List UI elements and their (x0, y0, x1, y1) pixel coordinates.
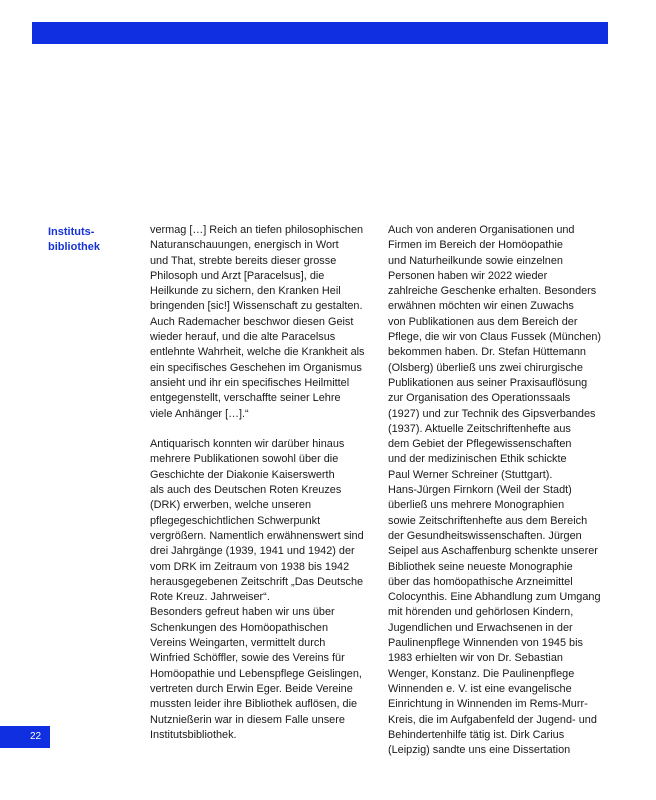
text-line: mit hörenden und gehörlosen Kindern, (388, 606, 574, 619)
text-line: (1937). Aktuelle Zeitschriftenhefte aus (388, 422, 571, 435)
text-column-right (388, 223, 618, 758)
header-color-bar (32, 22, 608, 44)
section-label-line: Instituts- (48, 226, 95, 238)
text-line: und Naturheilkunde sowie einzelnen (388, 254, 563, 267)
text-line: Institutsbibliothek. (150, 728, 237, 741)
text-line: Publikationen aus seiner Praxisauflösung (388, 376, 588, 389)
text-line: Wenger, Konstanz. Die Paulinenpflege (388, 667, 575, 680)
text-line: Rote Kreuz. Jahrweiser“. (150, 591, 270, 604)
text-line: ein specifisches Geschehen im Organismus (150, 361, 362, 374)
text-line: vom DRK im Zeitraum von 1938 bis 1942 (150, 560, 350, 573)
text-line: Geschichte der Diakonie Kaiserswerth (150, 468, 335, 481)
text-line: Pflege, die wir von Claus Fussek (München) (388, 331, 602, 344)
text-line: Naturanschauungen, energisch in Wort (150, 239, 339, 252)
text-line: viele Anhänger […].“ (150, 407, 249, 420)
text-line: erwähnen möchten wir einen Zuwachs (388, 300, 574, 313)
text-line: Auch von anderen Organisationen und (388, 224, 575, 236)
text-line: bekommen haben. Dr. Stefan Hüttemann (388, 346, 586, 359)
text-line: bringenden [sic!] Wissenschaft zu gestalten. (150, 300, 363, 313)
text-line: Einrichtung in Winnenden im Rems-Murr- (388, 698, 588, 711)
text-line: Hans-Jürgen Firnkorn (Weil der Stadt) (388, 484, 572, 497)
text-line: Homöopathie und Lebenspflege Geislingen, (150, 667, 362, 680)
paragraph-gap (150, 422, 382, 437)
text-line: Vereins Weingarten, vermittelt durch (150, 637, 326, 650)
text-line: entlehnte Wahrheit, welche die Krankheit als (150, 346, 365, 359)
text-line: wieder herauf, und die alte Paracelsus (150, 331, 336, 344)
text-line: Heilkunde zu sichern, den Kranken Heil (150, 285, 341, 298)
text-line: und der medizinischen Ethik schickte (388, 453, 567, 466)
text-line: Colocynthis. Eine Abhandlung zum Umgang (388, 591, 601, 604)
text-line: zur Organisation des Operationssaals (388, 392, 571, 405)
text-line: Seipel aus Aschaffenburg schenkte unserer (388, 545, 598, 558)
text-line: Antiquarisch konnten wir darüber hinaus (150, 438, 345, 451)
text-line: überließ uns mehrere Monographien (388, 499, 565, 512)
text-line: der Gesundheitswissenschaften. Jürgen (388, 529, 582, 542)
text-line: Auch Rademacher beschwor diesen Geist (150, 315, 354, 328)
text-line: Winfried Schöffler, sowie des Vereins für (150, 652, 345, 665)
text-line: mussten leider ihre Bibliothek auflösen, die (150, 698, 358, 711)
text-line: entgegenstellt, verschaffte seiner Lehre (150, 392, 341, 405)
text-line: als auch des Deutschen Roten Kreuzes (150, 484, 342, 497)
text-line: ansieht und ihr ein specifisches Heilmittel (150, 376, 350, 389)
text-line: Winnenden e. V. ist eine evangelische (388, 682, 572, 695)
text-line: (Olsberg) überließ uns zwei chirurgische (388, 361, 583, 374)
text-column-left (150, 223, 382, 743)
text-line: Nutznießerin war in diesem Falle unsere (150, 713, 345, 726)
text-line: sowie Zeitschriftenhefte aus dem Bereich (388, 514, 588, 527)
section-label-line: bibliothek (48, 241, 100, 253)
text-line: Jugendlichen und Erwachsenen in der (388, 621, 573, 634)
text-line: Paul Werner Schreiner (Stuttgart). (388, 468, 553, 481)
text-line: Firmen im Bereich der Homöopathie (388, 239, 563, 252)
text-line: dem Gebiet der Pflegewissenschaften (388, 438, 572, 451)
text-line: Bibliothek seine neueste Monographie (388, 560, 573, 573)
section-label (48, 225, 138, 255)
page-number: 22 (0, 726, 50, 748)
text-line: vertreten durch Erwin Eger. Beide Vereine (150, 682, 353, 695)
text-line: pflegegeschichtlichen Schwerpunkt (150, 514, 321, 527)
text-line: Besonders gefreut haben wir uns über (150, 606, 335, 619)
text-line: Personen haben wir 2022 wieder (388, 269, 548, 282)
text-line: über das homöopathische Arzneimittel (388, 575, 573, 588)
text-line: Behindertenhilfe tätig ist. Dirk Carius (388, 728, 565, 741)
text-line: drei Jahrgänge (1939, 1941 und 1942) der (150, 545, 355, 558)
text-line: und That, strebte bereits dieser grosse (150, 254, 337, 267)
text-line: Kreis, die im Aufgabenfeld der Jugend- und (388, 713, 597, 726)
text-line: 1983 erhielten wir von Dr. Sebastian (388, 652, 563, 665)
text-line: Schenkungen des Homöopathischen (150, 621, 329, 634)
text-line: von Publikationen aus dem Bereich der (388, 315, 578, 328)
text-line: vergrößern. Namentlich erwähnenswert sind (150, 529, 364, 542)
text-line: (Leipzig) sandte uns eine Dissertation (388, 744, 571, 757)
text-line: (DRK) erwerben, welche unseren (150, 499, 312, 512)
text-line: mehrere Publikationen sowohl über die (150, 453, 339, 466)
text-line: herausgegebenen Zeitschrift „Das Deutsche (150, 575, 364, 588)
text-line: zahlreiche Geschenke erhalten. Besonders (388, 285, 597, 298)
text-line: Philosoph und Arzt [Paracelsus], die (150, 269, 325, 282)
text-line: Paulinenpflege Winnenden von 1945 bis (388, 637, 583, 650)
text-line: (1927) und zur Technik des Gipsverbandes (388, 407, 596, 420)
text-line: vermag […] Reich an tiefen philosophischen (150, 224, 364, 236)
